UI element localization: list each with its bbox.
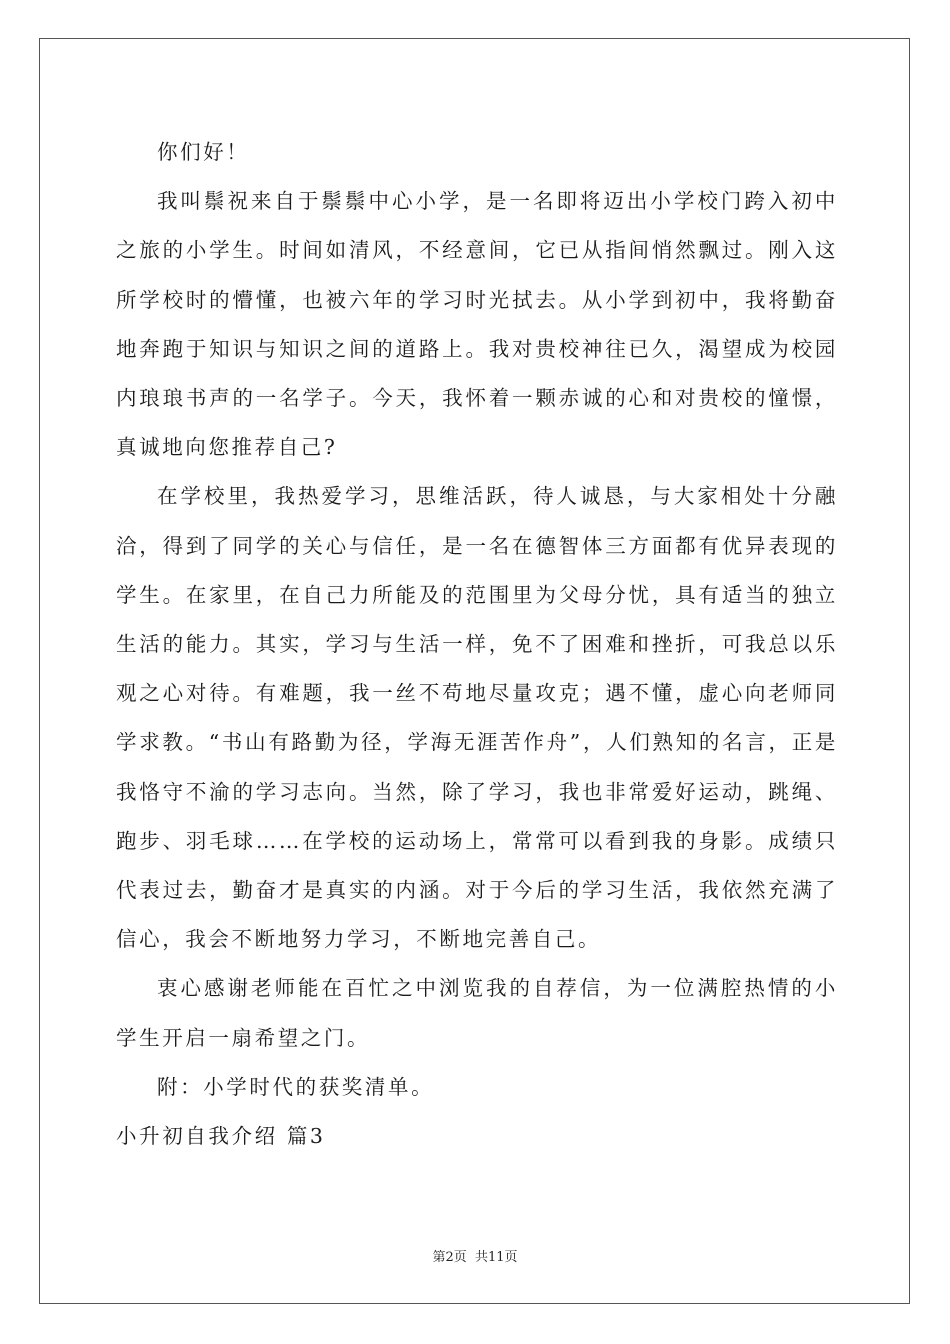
school-life-paragraph: 在学校里，我热爱学习，思维活跃，待人诚恳，与大家相处十分融洽，得到了同学的关心与信任，是一名在德智体三方面都有优异表现的学生。在家里，在自己力所能及的范围里为父母分忧，具有适当的独立生活的能力。其实，学习与生活一样，免不了困难和挫折，可我总以乐观之心对待。有难题，我一丝不苟地尽量攻克；遇不懂，虚心向老师同学求教。“书山有路勤为径，学海无涯苦作舟”，人们熟知的名言，正是我恪守不渝的学习志向。当然，除了学习，我也非常爱好运动，跳绳、跑步、羽毛球……在学校的运动场上，常常可以看到我的身影。成绩只代表过去，勤奋才是真实的内涵。对于今后的学习生活，我依然充满了信心，我会不断地努力学习，不断地完善自己。: [116, 484, 838, 952]
document-body: [116, 128, 838, 1161]
attachment-note: 附：小学时代的获奖清单。: [157, 1074, 435, 1099]
page-total: 共11页: [474, 1250, 518, 1265]
page-number: 第2页: [432, 1250, 467, 1265]
greeting-paragraph: 你们好！: [157, 140, 250, 164]
section-heading: 小升初自我介绍 篇3: [116, 1124, 326, 1149]
intro-paragraph: 我叫鬃祝来自于鬃鬃中心小学，是一名即将迈出小学校门跨入初中之旅的小学生。时间如清风，不经意间，它已从指间悄然飘过。刚入这所学校时的懵懂，也被六年的学习时光拭去。从小学到初中，我将勤奋地奔跑于知识与知识之间的道路上。我对贵校神往已久，渴望成为校园内琅琅书声的一名学子。今天，我怀着一颗赤诚的心和对贵校的憧憬，真诚地向您推荐自己?: [116, 189, 838, 460]
thanks-paragraph: 衷心感谢老师能在百忙之中浏览我的自荐信，为一位满腔热情的小学生开启一扇希望之门。: [116, 976, 838, 1050]
page-footer: [0, 1246, 950, 1265]
